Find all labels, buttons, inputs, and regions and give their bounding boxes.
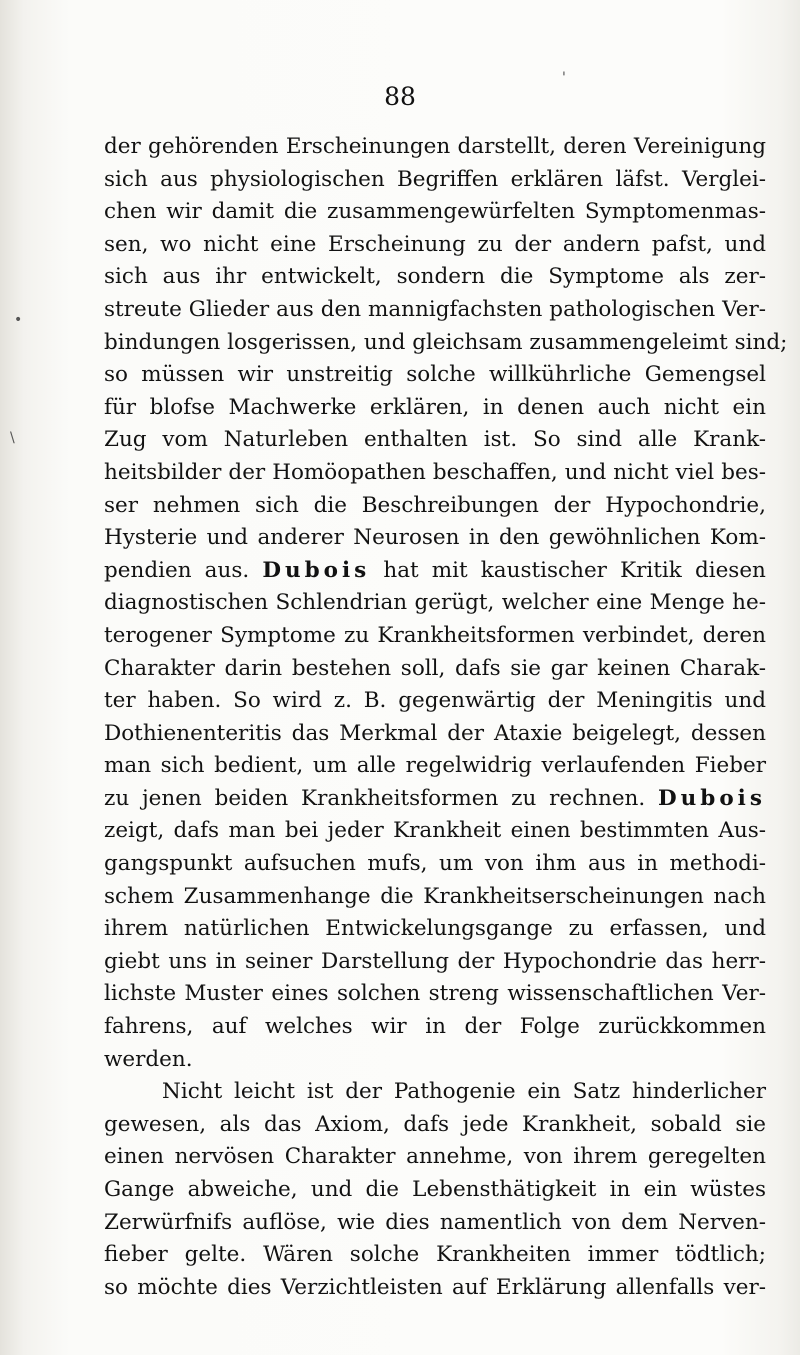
text-line: für blofse Machwerke erklären, in denen auch nicht ein xyxy=(104,394,766,420)
text-line: werden. xyxy=(104,1046,193,1072)
text-line: Charakter darin bestehen soll, dafs sie gar keinen Charak- xyxy=(104,655,766,681)
paper-speck: \ xyxy=(10,430,15,446)
paper-speck: • xyxy=(14,312,23,328)
text-line: so müssen wir unstreitig solche willkührliche Gemengsel xyxy=(104,362,766,388)
word: hat xyxy=(383,557,419,583)
text-line: so möchte dies Verzichtleisten auf Erklärung allenfalls ver- xyxy=(104,1274,766,1300)
author-name-dubois: Dubois xyxy=(658,785,766,811)
text-line-with-author xyxy=(104,555,766,588)
word: jenen xyxy=(141,785,202,811)
text-line: Hysterie und anderer Neurosen in den gewöhnlichen Kom- xyxy=(104,525,766,551)
word: kaustischer xyxy=(480,557,607,583)
text-line: Dothienenteritis das Merkmal der Ataxie beigelegt, dessen xyxy=(104,720,766,746)
page-number: 88 xyxy=(384,82,416,111)
word: rechnen. xyxy=(549,785,646,811)
word: pendien xyxy=(104,557,192,583)
text-line: ihrem natürlichen Entwickelungsgange zu erfassen, und xyxy=(104,916,766,942)
word: Kritik xyxy=(620,557,682,583)
word: zu xyxy=(511,785,537,811)
paragraph-1 xyxy=(104,131,788,1076)
word: diesen xyxy=(694,557,766,583)
text-line: diagnostischen Schlendrian gerügt, welcher eine Menge he- xyxy=(104,590,766,616)
text-line-with-author xyxy=(104,783,766,816)
text-line: gangspunkt aufsuchen mufs, um von ihm aus in methodi- xyxy=(104,851,766,877)
word: zu xyxy=(104,785,130,811)
text-line: streute Glieder aus den mannigfachsten pathologischen Ver- xyxy=(104,296,766,322)
text-line: fieber gelte. Wären solche Krankheiten immer tödtlich; xyxy=(104,1242,766,1268)
text-line: sen, wo nicht eine Erscheinung zu der andern pafst, und xyxy=(104,231,766,257)
text-line: Zug vom Naturleben enthalten ist. So sind alle Krank- xyxy=(104,427,766,453)
text-line: ter haben. So wird z. B. gegenwärtig der Meningitis und xyxy=(104,688,766,714)
paper-speck: ' xyxy=(562,70,566,86)
text-line: zeigt, dafs man bei jeder Krankheit einen bestimmten Aus- xyxy=(104,818,766,844)
text-line: Gange abweiche, und die Lebensthätigkeit in ein wüstes xyxy=(104,1177,766,1202)
word: aus. xyxy=(204,557,250,583)
text-line: fahrens, auf welches wir in der Folge zurückkommen xyxy=(104,1014,766,1040)
text-line: Zerwürfnifs auflöse, wie dies namentlich von dem Nerven- xyxy=(104,1209,766,1235)
word: mit xyxy=(431,557,468,583)
text-line: terogener Symptome zu Krankheitsformen verbindet, deren xyxy=(104,622,766,648)
text-line: sich aus physiologischen Begriffen erklären läfst. Verglei- xyxy=(104,166,766,192)
word: Krankheitsformen xyxy=(301,785,499,811)
text-line: ser nehmen sich die Beschreibungen der Hypochondrie, xyxy=(104,492,766,518)
text-line: schem Zusammenhange die Krankheitserscheinungen nach xyxy=(104,883,766,909)
text-line: gewesen, als das Axiom, dafs jede Krankheit, sobald sie xyxy=(104,1111,766,1137)
paragraph-2 xyxy=(104,1076,766,1304)
author-name-dubois: Dubois xyxy=(262,557,371,583)
text-line: giebt uns in seiner Darstellung der Hypochondrie das herr- xyxy=(104,948,766,974)
text-line: heitsbilder der Homöopathen beschaffen, und nicht viel bes- xyxy=(104,459,766,485)
text-line: lichste Muster eines solchen streng wissenschaftlichen Ver- xyxy=(104,981,766,1007)
body-text xyxy=(104,131,788,1304)
text-line: sich aus ihr entwickelt, sondern die Symptome als zer- xyxy=(104,264,766,290)
text-line: Nicht leicht ist der Pathogenie ein Satz hinderlicher xyxy=(162,1079,766,1105)
word: beiden xyxy=(214,785,289,811)
text-line: man sich bedient, um alle regelwidrig verlaufenden Fieber xyxy=(104,753,766,779)
text-line: einen nervösen Charakter annehme, von ihrem geregelten xyxy=(104,1144,766,1170)
text-line: chen wir damit die zusammengewürfelten Symptomenmas- xyxy=(104,199,766,225)
text-line: bindungen losgerissen, und gleichsam zusammengeleimt sind; xyxy=(104,329,788,355)
text-line: der gehörenden Erscheinungen darstellt, deren Vereinigung xyxy=(104,134,766,159)
